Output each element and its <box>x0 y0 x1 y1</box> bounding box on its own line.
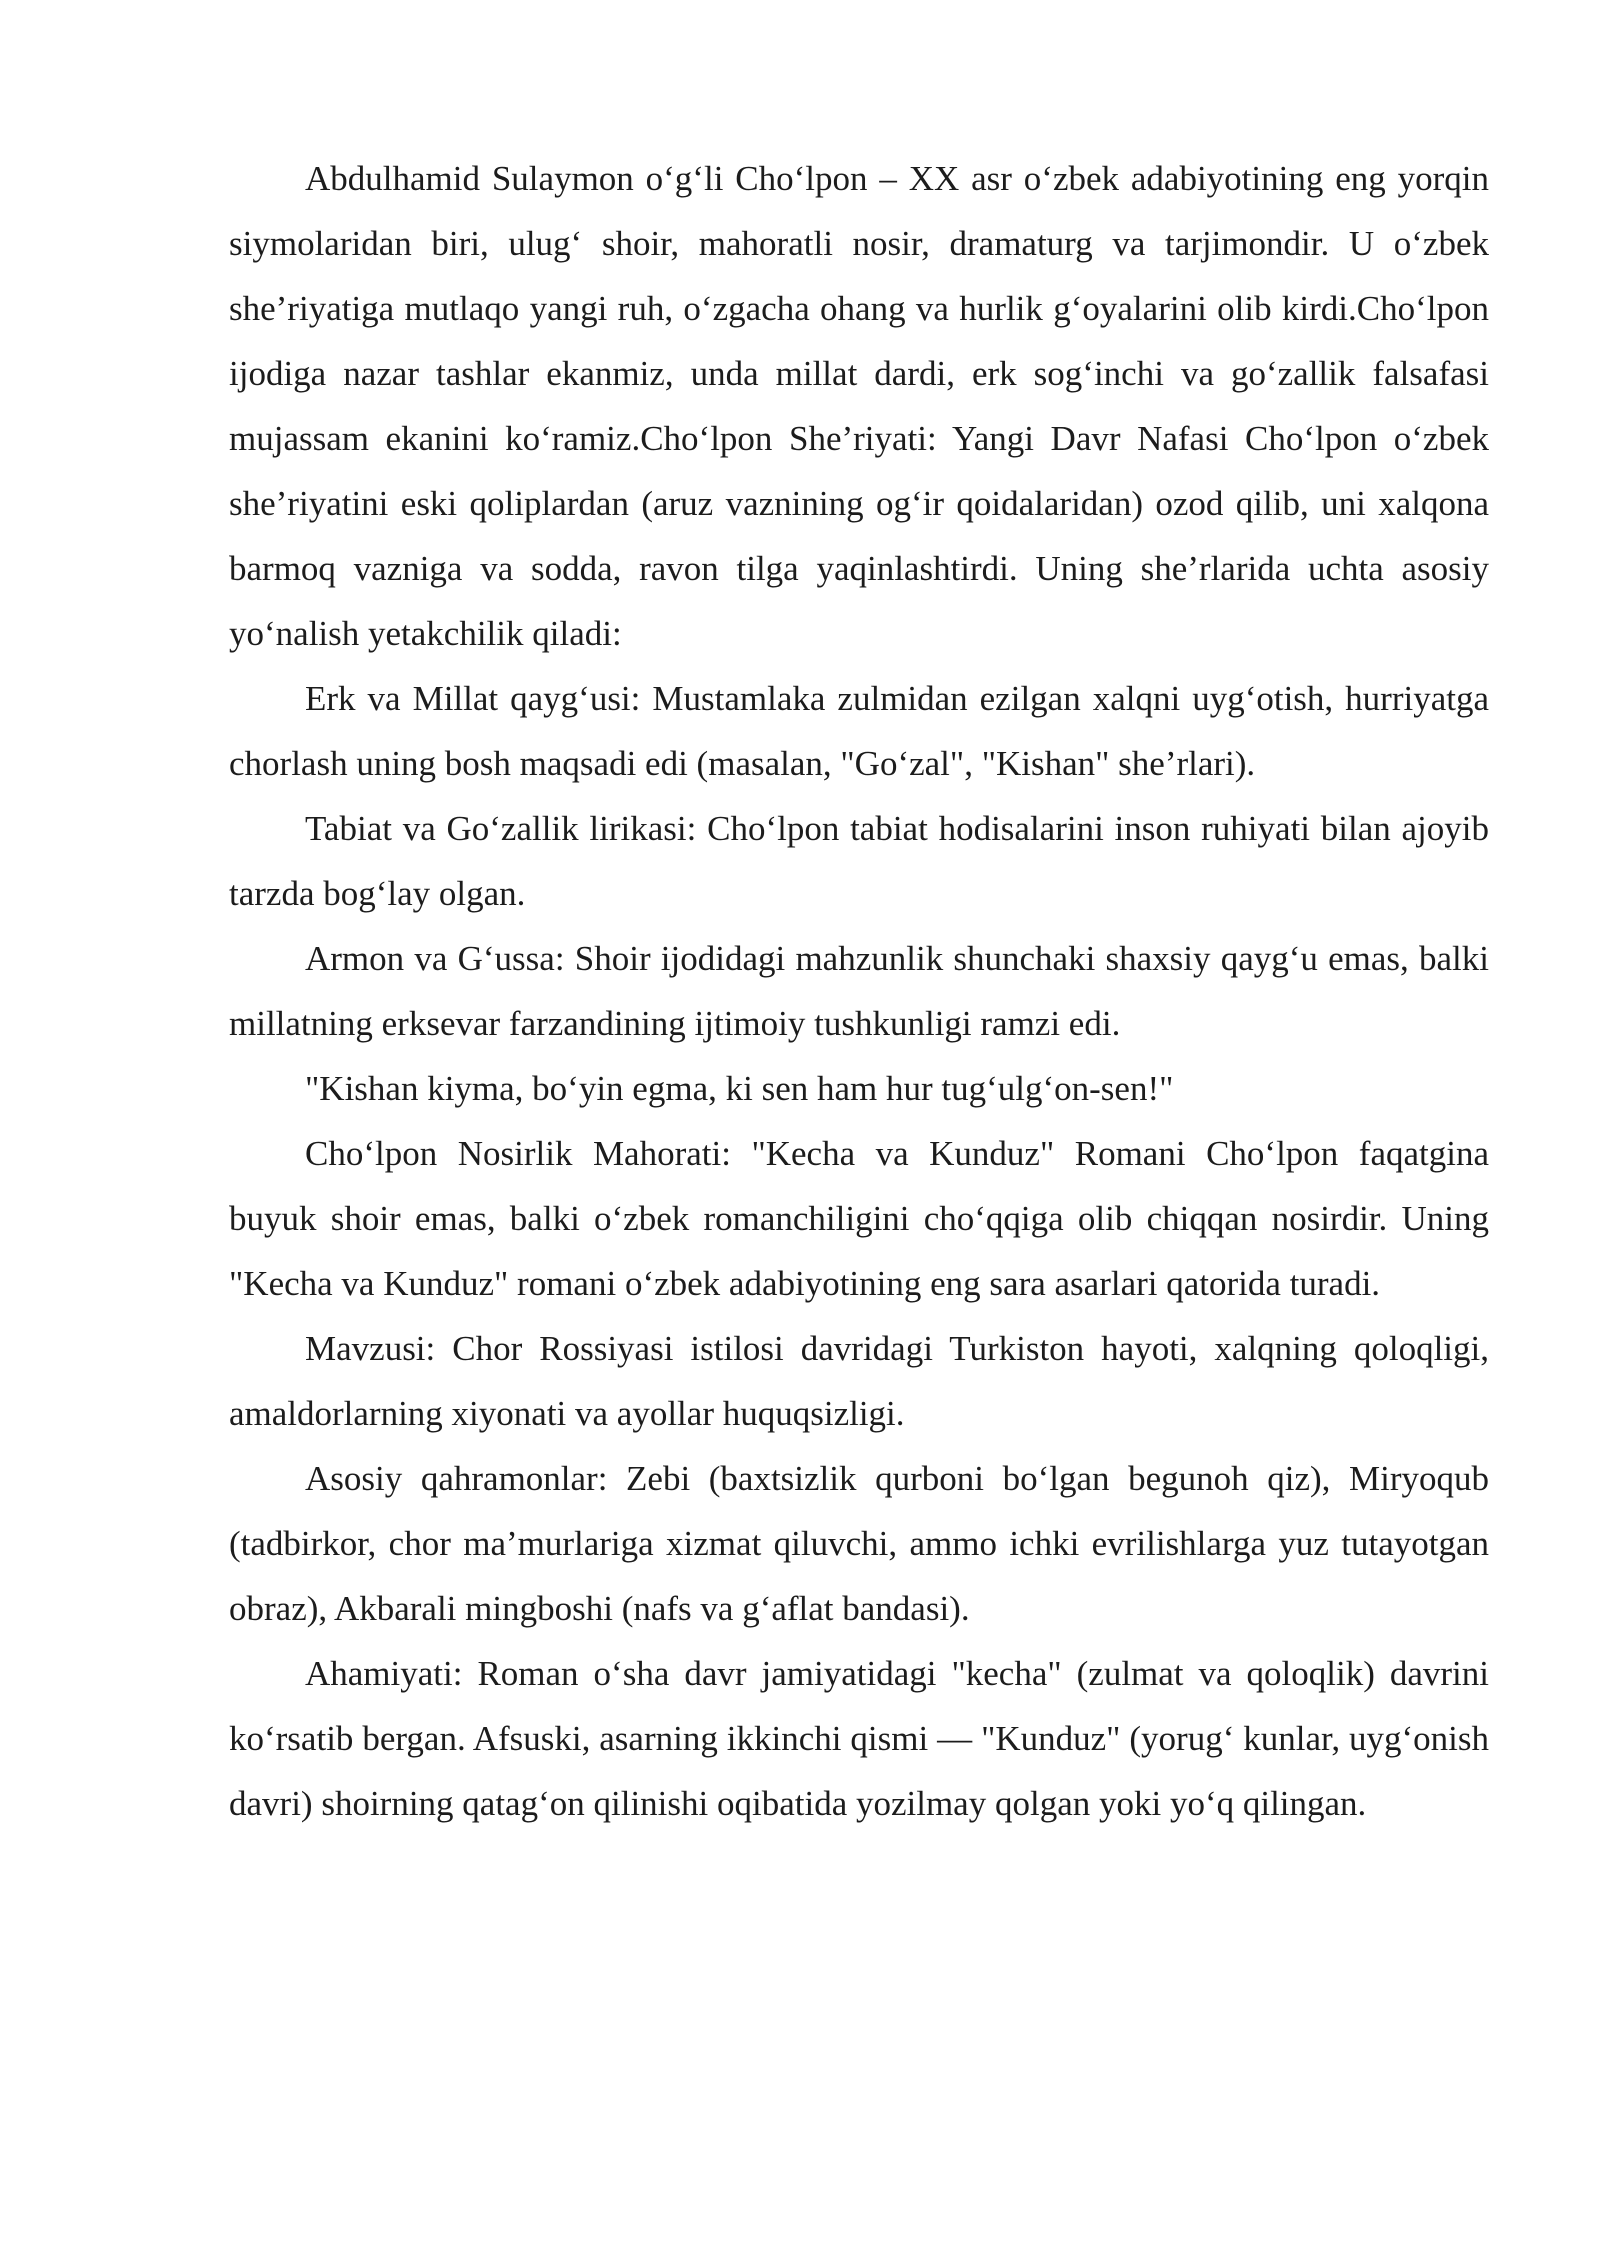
paragraph-ahamiyati: Ahamiyati: Roman o‘sha davr jamiyatidagi "kecha" (zulmat va qoloqlik) davrini ko‘rsatib bergan. Afsuski, asarning ikkinchi qismi — "Kunduz" (yorug‘ kunlar, uyg‘onish davri) shoirning qatag‘on qilinishi oqibatida yozilmay qolgan yoki yo‘q qilingan. <box>229 1654 1489 1823</box>
paragraph-mavzusi: Mavzusi: Chor Rossiyasi istilosi davridagi Turkiston hayoti, xalqning qoloqligi, amaldorlarning xiyonati va ayollar huquqsizligi. <box>229 1329 1489 1433</box>
paragraph-nosirlik-mahorati: Cho‘lpon Nosirlik Mahorati: "Kecha va Kunduz" Romani Cho‘lpon faqatgina buyuk shoir emas, balki o‘zbek romanchiligini cho‘qqiga olib chiqqan nosirdir. Uning "Kecha va Kunduz" romani o‘zbek adabiyotining eng sara asarlari qatorida turadi. <box>229 1134 1489 1303</box>
paragraph-asosiy-qahramonlar: Asosiy qahramonlar: Zebi (baxtsizlik qurboni bo‘lgan begunoh qiz), Miryoqub (tadbirkor, chor ma’murlariga xizmat qiluvchi, ammo ichki evrilishlarga yuz tutayotgan obraz), Akbarali mingboshi (nafs va g‘aflat bandasi). <box>229 1459 1489 1628</box>
paragraph-erk-va-millat: Erk va Millat qayg‘usi: Mustamlaka zulmidan ezilgan xalqni uyg‘otish, hurriyatga chorlash uning bosh maqsadi edi (masalan, "Go‘zal", "Kishan" she’rlari). <box>229 679 1489 783</box>
paragraph-intro: Abdulhamid Sulaymon o‘g‘li Cho‘lpon – XX asr o‘zbek adabiyotining eng yorqin siymolaridan biri, ulug‘ shoir, mahoratli nosir, dramaturg va tarjimondir. U o‘zbek she’riyatiga mutlaqo yangi ruh, o‘zgacha ohang va hurlik g‘oyalarini olib kirdi.Cho‘lpon ijodiga nazar tashlar ekanmiz, unda millat dardi, erk sog‘inchi va go‘zallik falsafasi mujassam ekanini ko‘ramiz.Cho‘lpon She’riyati: Yangi Davr Nafasi Cho‘lpon o‘zbek she’riyatini eski qoliplardan (aruz vaznining og‘ir qoidalaridan) ozod qilib, uni xalqona barmoq vazniga va sodda, ravon tilga yaqinlashtirdi. Uning she’rlarida uchta asosiy yo‘nalish yetakchilik qiladi: <box>229 159 1489 653</box>
document-page <box>229 146 1489 1836</box>
paragraph-quote: "Kishan kiyma, bo‘yin egma, ki sen ham hur tug‘ulg‘on-sen!" <box>305 1069 1174 1108</box>
paragraph-armon-va-gussa: Armon va G‘ussa: Shoir ijodidagi mahzunlik shunchaki shaxsiy qayg‘u emas, balki millatning erksevar farzandining ijtimoiy tushkunligi ramzi edi. <box>229 939 1489 1043</box>
paragraph-tabiat-va-gozallik: Tabiat va Go‘zallik lirikasi: Cho‘lpon tabiat hodisalarini inson ruhiyati bilan ajoyib tarzda bog‘lay olgan. <box>229 809 1489 913</box>
